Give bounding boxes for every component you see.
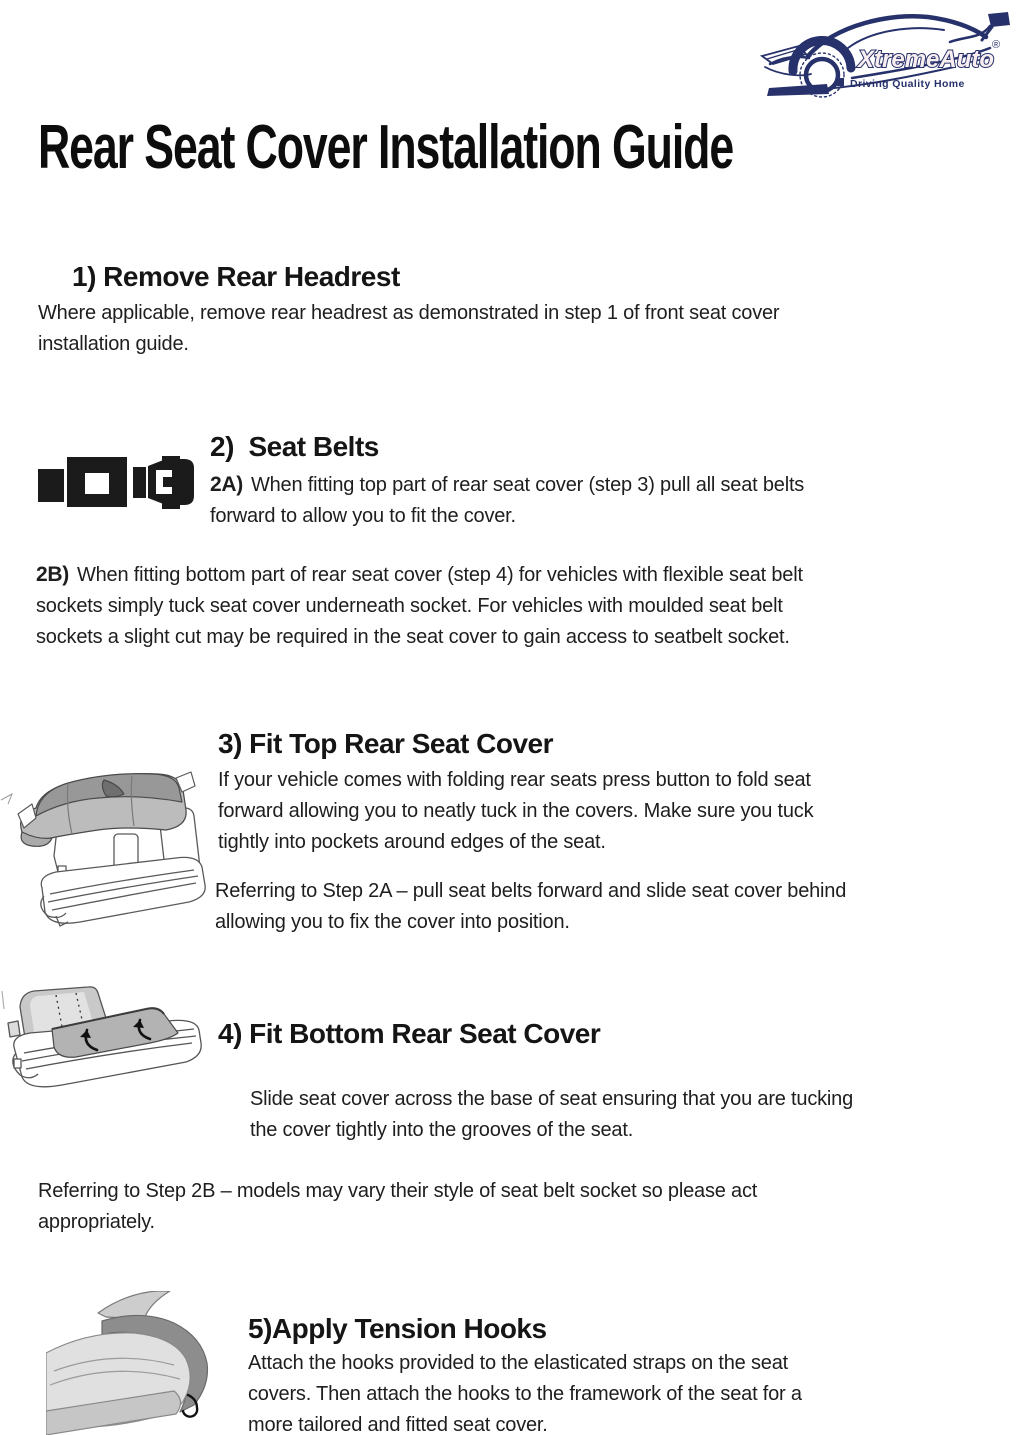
step2-heading: 2) Seat Belts: [210, 431, 379, 462]
logo-brand-text: XtremeAuto: [858, 46, 995, 73]
step4-heading: 4) Fit Bottom Rear Seat Cover: [218, 1018, 601, 1049]
text-line: allowing you to fix the cover into position.: [215, 911, 570, 933]
step5-paragraph: [248, 1348, 802, 1435]
text-line: sockets simply tuck seat cover underneath socket. For vehicles with moulded seat belt: [36, 595, 783, 617]
step1-paragraph: [38, 298, 779, 360]
text-line: [36, 559, 803, 591]
text-line: more tailored and fitted seat cover.: [248, 1414, 548, 1435]
text-line: Where applicable, remove rear headrest as demonstrated in step 1 of front seat cover: [38, 302, 780, 324]
rear-seat-top-cover-illustration: [8, 736, 210, 936]
text-line: tightly into pockets around edges of the seat.: [218, 831, 606, 853]
logo-square-bullet: [836, 78, 844, 86]
xtremeauto-logo: [752, 4, 1014, 102]
rear-seat-bottom-cover-illustration: [0, 983, 208, 1097]
step3-note-paragraph: [215, 876, 846, 938]
step5-heading: 5)Apply Tension Hooks: [248, 1313, 547, 1344]
text-line: If your vehicle comes with folding rear seats press button to fold seat: [218, 769, 811, 791]
logo-tagline: Driving Quality Home: [850, 78, 965, 90]
text-line: Referring to Step 2B – models may vary their style of seat belt socket so please act: [38, 1180, 758, 1202]
step4-paragraph: [250, 1084, 853, 1146]
text-line: When fitting top part of rear seat cover (step 3) pull all seat belts: [250, 474, 805, 496]
text-line: [210, 469, 804, 501]
step2a-label: 2A): [210, 473, 243, 496]
step3-paragraph: [218, 765, 813, 858]
text-line: appropriately.: [38, 1211, 155, 1233]
step2b-paragraph: [36, 559, 803, 653]
text-line: sockets a slight cut may be required in the seat cover to gain access to seatbelt socket.: [36, 626, 790, 648]
text-line: When fitting bottom part of rear seat cover (step 4) for vehicles with flexible seat belt: [76, 564, 803, 586]
step4-note-paragraph: [38, 1176, 757, 1238]
text-line: forward to allow you to fit the cover.: [210, 505, 516, 527]
step3-heading: 3) Fit Top Rear Seat Cover: [218, 728, 554, 759]
seat-belt-buckle-icon: [38, 456, 195, 509]
step2a-paragraph: [210, 469, 804, 532]
step2b-label: 2B): [36, 563, 69, 586]
text-line: Slide seat cover across the base of seat ensuring that you are tucking: [250, 1088, 854, 1110]
text-line: covers. Then attach the hooks to the framework of the seat for a: [248, 1383, 802, 1405]
registered-mark: ®: [992, 39, 1001, 51]
page-title: Rear Seat Cover Installation Guide: [38, 113, 734, 182]
text-line: forward allowing you to neatly tuck in the covers. Make sure you tuck: [218, 800, 814, 822]
seat-cushion-tension-hook-illustration: [46, 1291, 238, 1435]
text-line: Referring to Step 2A – pull seat belts forward and slide seat cover behind: [215, 880, 847, 902]
step1-heading: 1) Remove Rear Headrest: [72, 261, 400, 292]
text-line: Attach the hooks provided to the elasticated straps on the seat: [248, 1352, 788, 1374]
text-line: the cover tightly into the grooves of the seat.: [250, 1119, 634, 1141]
text-line: installation guide.: [38, 333, 189, 355]
